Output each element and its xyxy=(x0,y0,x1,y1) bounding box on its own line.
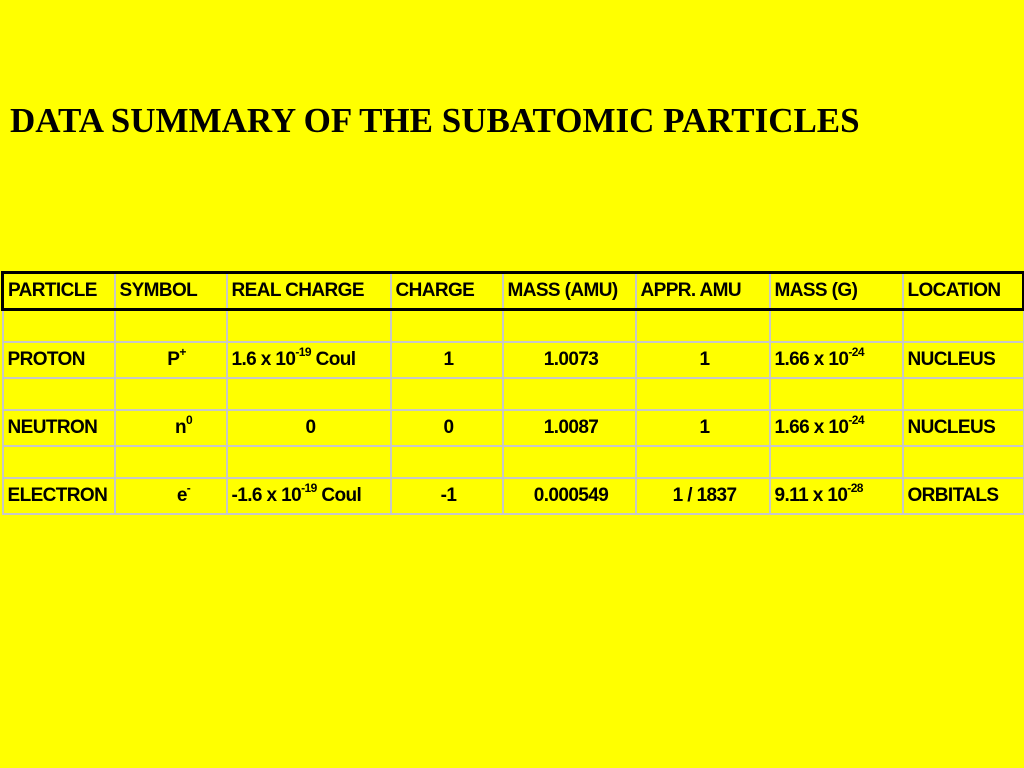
location-cell: NUCLEUS xyxy=(903,342,1024,378)
real-charge-cell: 1.6 x $10^{-19}$ Coul xyxy=(227,342,391,378)
header-mass-amu: MASS (AMU) xyxy=(503,273,636,310)
spacer-row xyxy=(3,310,1024,343)
charge-cell: 0 xyxy=(391,410,503,446)
symbol-cell: $n^0$ xyxy=(115,410,227,446)
real-charge-cell: 0 xyxy=(227,410,391,446)
header-location: LOCATION xyxy=(903,273,1024,310)
symbol-cell: P+ xyxy=(115,342,227,378)
particle-cell: PROTON xyxy=(3,342,115,378)
mass-amu-cell: 0.000549 xyxy=(503,478,636,514)
table-row-electron xyxy=(3,478,1024,514)
mass-g-cell: 1.66 x $10^{-24}$ xyxy=(770,342,903,378)
spacer-row xyxy=(3,446,1024,478)
header-charge: CHARGE xyxy=(391,273,503,310)
charge-cell: -1 xyxy=(391,478,503,514)
charge-cell: 1 xyxy=(391,342,503,378)
appr-amu-cell: 1 xyxy=(636,342,770,378)
header-particle: PARTICLE xyxy=(3,273,115,310)
mass-amu-cell: 1.0087 xyxy=(503,410,636,446)
real-charge-cell: -1.6 x $10^{-19}$ Coul xyxy=(227,478,391,514)
table-row-neutron xyxy=(3,410,1024,446)
header-appr-amu: APPR. AMU xyxy=(636,273,770,310)
particle-cell: ELECTRON xyxy=(3,478,115,514)
header-mass-g: MASS (G) xyxy=(770,273,903,310)
table-row-proton xyxy=(3,342,1024,378)
page-title: DATA SUMMARY OF THE SUBATOMIC PARTICLES xyxy=(10,101,860,140)
spacer-row xyxy=(3,378,1024,410)
mass-g-cell: 9.11 x $10^{-28}$ xyxy=(770,478,903,514)
appr-amu-cell: 1 xyxy=(636,410,770,446)
header-symbol: SYMBOL xyxy=(115,273,227,310)
particle-cell: NEUTRON xyxy=(3,410,115,446)
mass-g-cell: 1.66 x $10^{-24}$ xyxy=(770,410,903,446)
location-cell: ORBITALS xyxy=(903,478,1024,514)
header-real-charge: REAL CHARGE xyxy=(227,273,391,310)
appr-amu-cell: 1 / 1837 xyxy=(636,478,770,514)
symbol-cell: e- xyxy=(115,478,227,514)
location-cell: NUCLEUS xyxy=(903,410,1024,446)
mass-amu-cell: 1.0073 xyxy=(503,342,636,378)
table-header-row xyxy=(3,273,1024,310)
particle-summary-table xyxy=(1,271,1024,515)
